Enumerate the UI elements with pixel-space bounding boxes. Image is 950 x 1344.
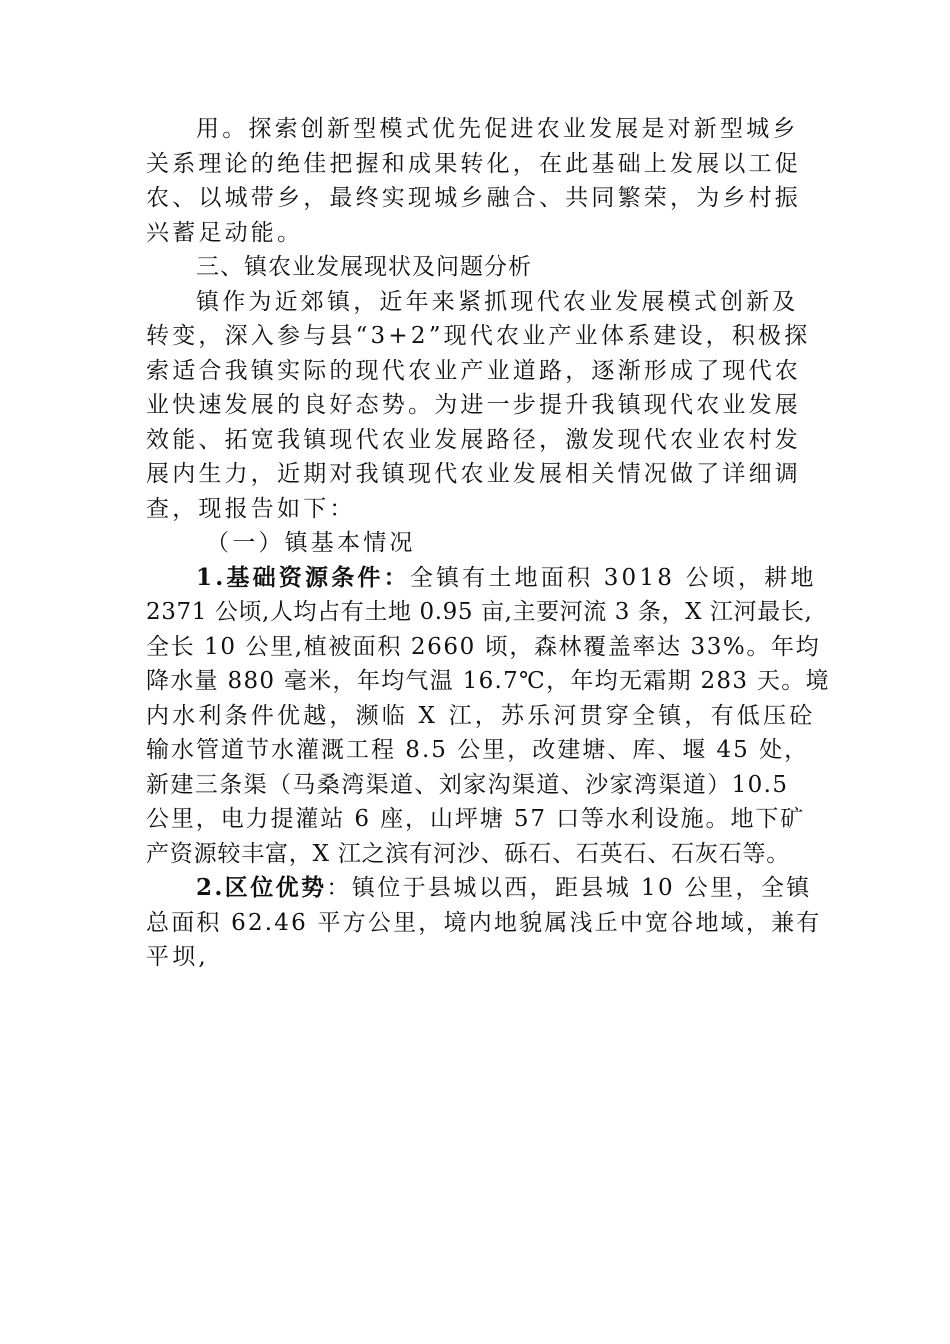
text-line: 全长 10 公里,植被面积 2660 顷，森林覆盖率达 33%。年均 [146,633,821,660]
text-line: 平坝, [146,944,209,970]
section-heading: 三、镇农业发展现状及问题分析 [196,254,532,280]
paragraph-intro [146,112,806,250]
text-line [146,871,812,906]
text-line: 索适合我镇实际的现代农业产业道路，逐渐形成了现代农 [146,357,801,384]
text-line: 用。探索创新型模式优先促进农业发展是对新型城乡 [196,116,799,142]
text-line [146,561,817,596]
item-label: 2.区位优势 [196,874,327,901]
text-line: 效能、拓宽我镇现代农业发展路径，激发现代农业农村发 [146,426,801,453]
text-line: 查，现报告如下： [146,495,356,522]
text-line: 业快速发展的良好态势。为进一步提升我镇现代农业发展 [146,392,801,418]
item-text: 全镇有土地面积 3018 公顷，耕地 [409,564,817,591]
item-text: ：镇位于县城以西，距县城 10 公里，全镇 [326,875,812,901]
paragraph-location [146,871,822,975]
text-line: 农、以城带乡，最终实现城乡融合、共同繁荣，为乡村振 [146,185,801,211]
text-line: 转变，深入参与县“3+2”现代农业产业体系建设，积极探 [146,323,811,349]
sub-heading: （一）镇基本情况 [206,530,416,556]
paragraph-resources [146,561,830,872]
text-line: 新建三条渠（马桑湾渠道、刘家沟渠道、沙家湾渠道）10.5 [146,771,789,798]
document-page [146,112,830,975]
text-line: 降水量 880 毫米，年均气温 16.7℃，年均无霜期 283 天。境 [146,668,830,694]
text-line: 公里，电力提灌站 6 座，山坪塘 57 口等水利设施。地下矿 [146,806,806,832]
text-line: 2371 公顷,人均占有土地 0.95 亩,主要河流 3 条，X 江河最长, [146,599,813,625]
text-line: 总面积 62.46 平方公里，境内地貌属浅丘中宽谷地域，兼有 [146,909,822,936]
text-line: 关系理论的绝佳把握和成果转化，在此基础上发展以工促 [146,150,801,177]
text-line: 兴蓄足动能。 [146,219,304,246]
text-line: 内水利条件优越，濒临 X 江，苏乐河贯穿全镇，有低压砼 [146,702,816,729]
paragraph-overview [146,285,811,527]
text-line: 产资源较丰富，X 江之滨有河沙、砾石、石英石、石灰石等。 [146,840,791,867]
item-label: 1.基础资源条件： [196,563,410,591]
text-line: 输水管道节水灌溉工程 8.5 公里，改建塘、库、堰 45 处， [146,737,810,763]
text-line: 镇作为近郊镇，近年来紧抓现代农业发展模式创新及 [196,288,799,315]
text-line: 展内生力，近期对我镇现代农业发展相关情况做了详细调 [146,461,801,487]
